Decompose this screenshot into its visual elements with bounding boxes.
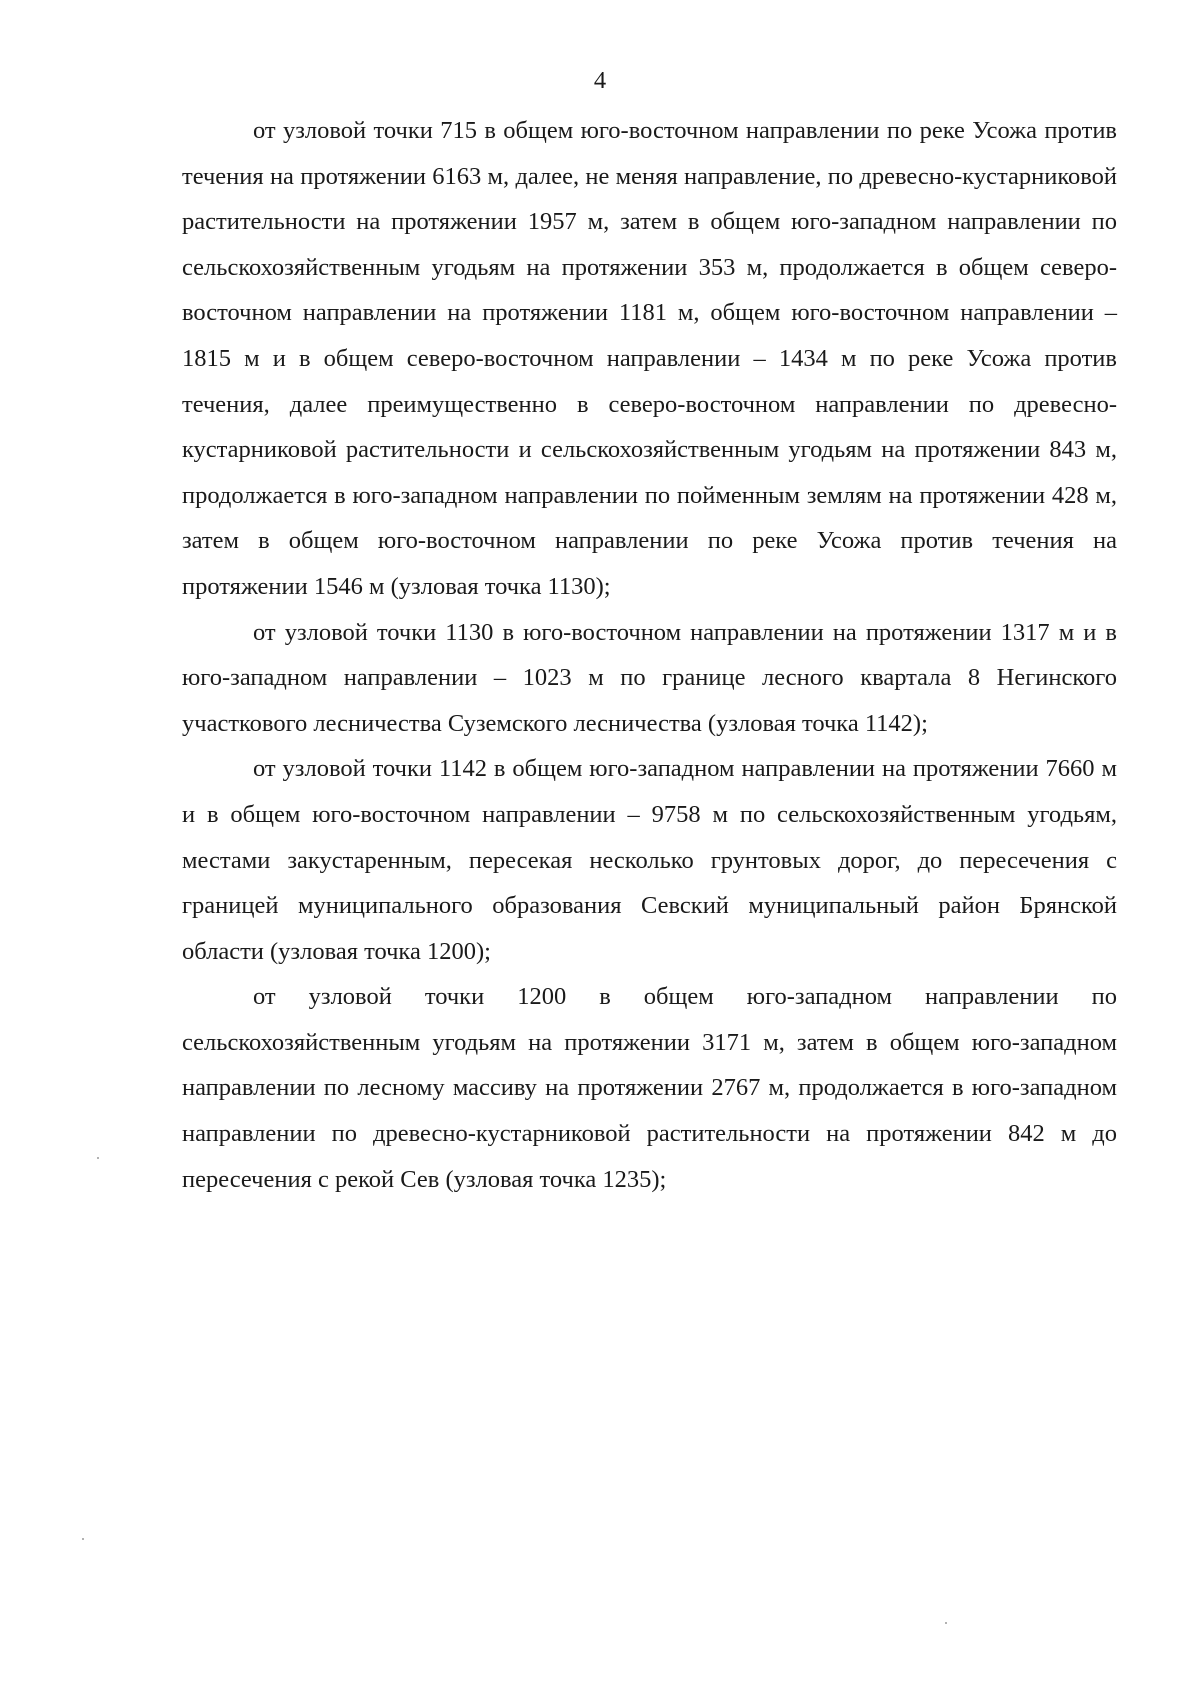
scan-speck	[97, 1157, 99, 1159]
scan-speck	[945, 1622, 947, 1624]
document-body	[182, 108, 1117, 1202]
paragraph-4: от узловой точки 1200 в общем юго-западном направлении по сельскохозяйственным угодьям на протяжении 3171 м, затем в общем юго-западном направлении по лесному массиву на протяжении 2767 м, продолжается в юго-западном направлении по древесно-кустарниковой растительности на протяжении 842 м до пересечения с рекой Сев (узловая точка 1235);	[182, 983, 1117, 1193]
paragraph-1: от узловой точки 715 в общем юго-восточном направлении по реке Усожа против течения на протяжении 6163 м, далее, не меняя направление, по древесно-кустарниковой растительности на протяжении 1957 м, затем в общем юго-западном направлении по сельскохозяйственным угодьям на протяжении 353 м, продолжается в общем северо-восточном направлении на протяжении 1181 м, общем юго-восточном направлении – 1815 м и в общем северо-восточном направлении – 1434 м по реке Усожа против течения, далее преимущественно в северо-восточном направлении по древесно-кустарниковой растительности и сельскохозяйственным угодьям на протяжении 843 м, продолжается в юго-западном направлении по пойменным землям на протяжении 428 м, затем в общем юго-восточном направлении по реке Усожа против течения на протяжении 1546 м (узловая точка 1130);	[182, 117, 1117, 600]
scan-speck	[82, 1538, 84, 1540]
paragraph-2: от узловой точки 1130 в юго-восточном направлении на протяжении 1317 м и в юго-западном направлении – 1023 м по границе лесного квартала 8 Негинского участкового лесничества Суземского лесничества (узловая точка 1142);	[182, 618, 1117, 737]
page-number: 4	[593, 67, 607, 94]
paragraph-3: от узловой точки 1142 в общем юго-западном направлении на протяжении 7660 м и в общем юго-восточном направлении – 9758 м по сельскохозяйственным угодьям, местами закустаренным, пересекая несколько грунтовых дорог, до пересечения с границей муниципального образования Севский муниципальный район Брянской области (узловая точка 1200);	[182, 755, 1117, 965]
